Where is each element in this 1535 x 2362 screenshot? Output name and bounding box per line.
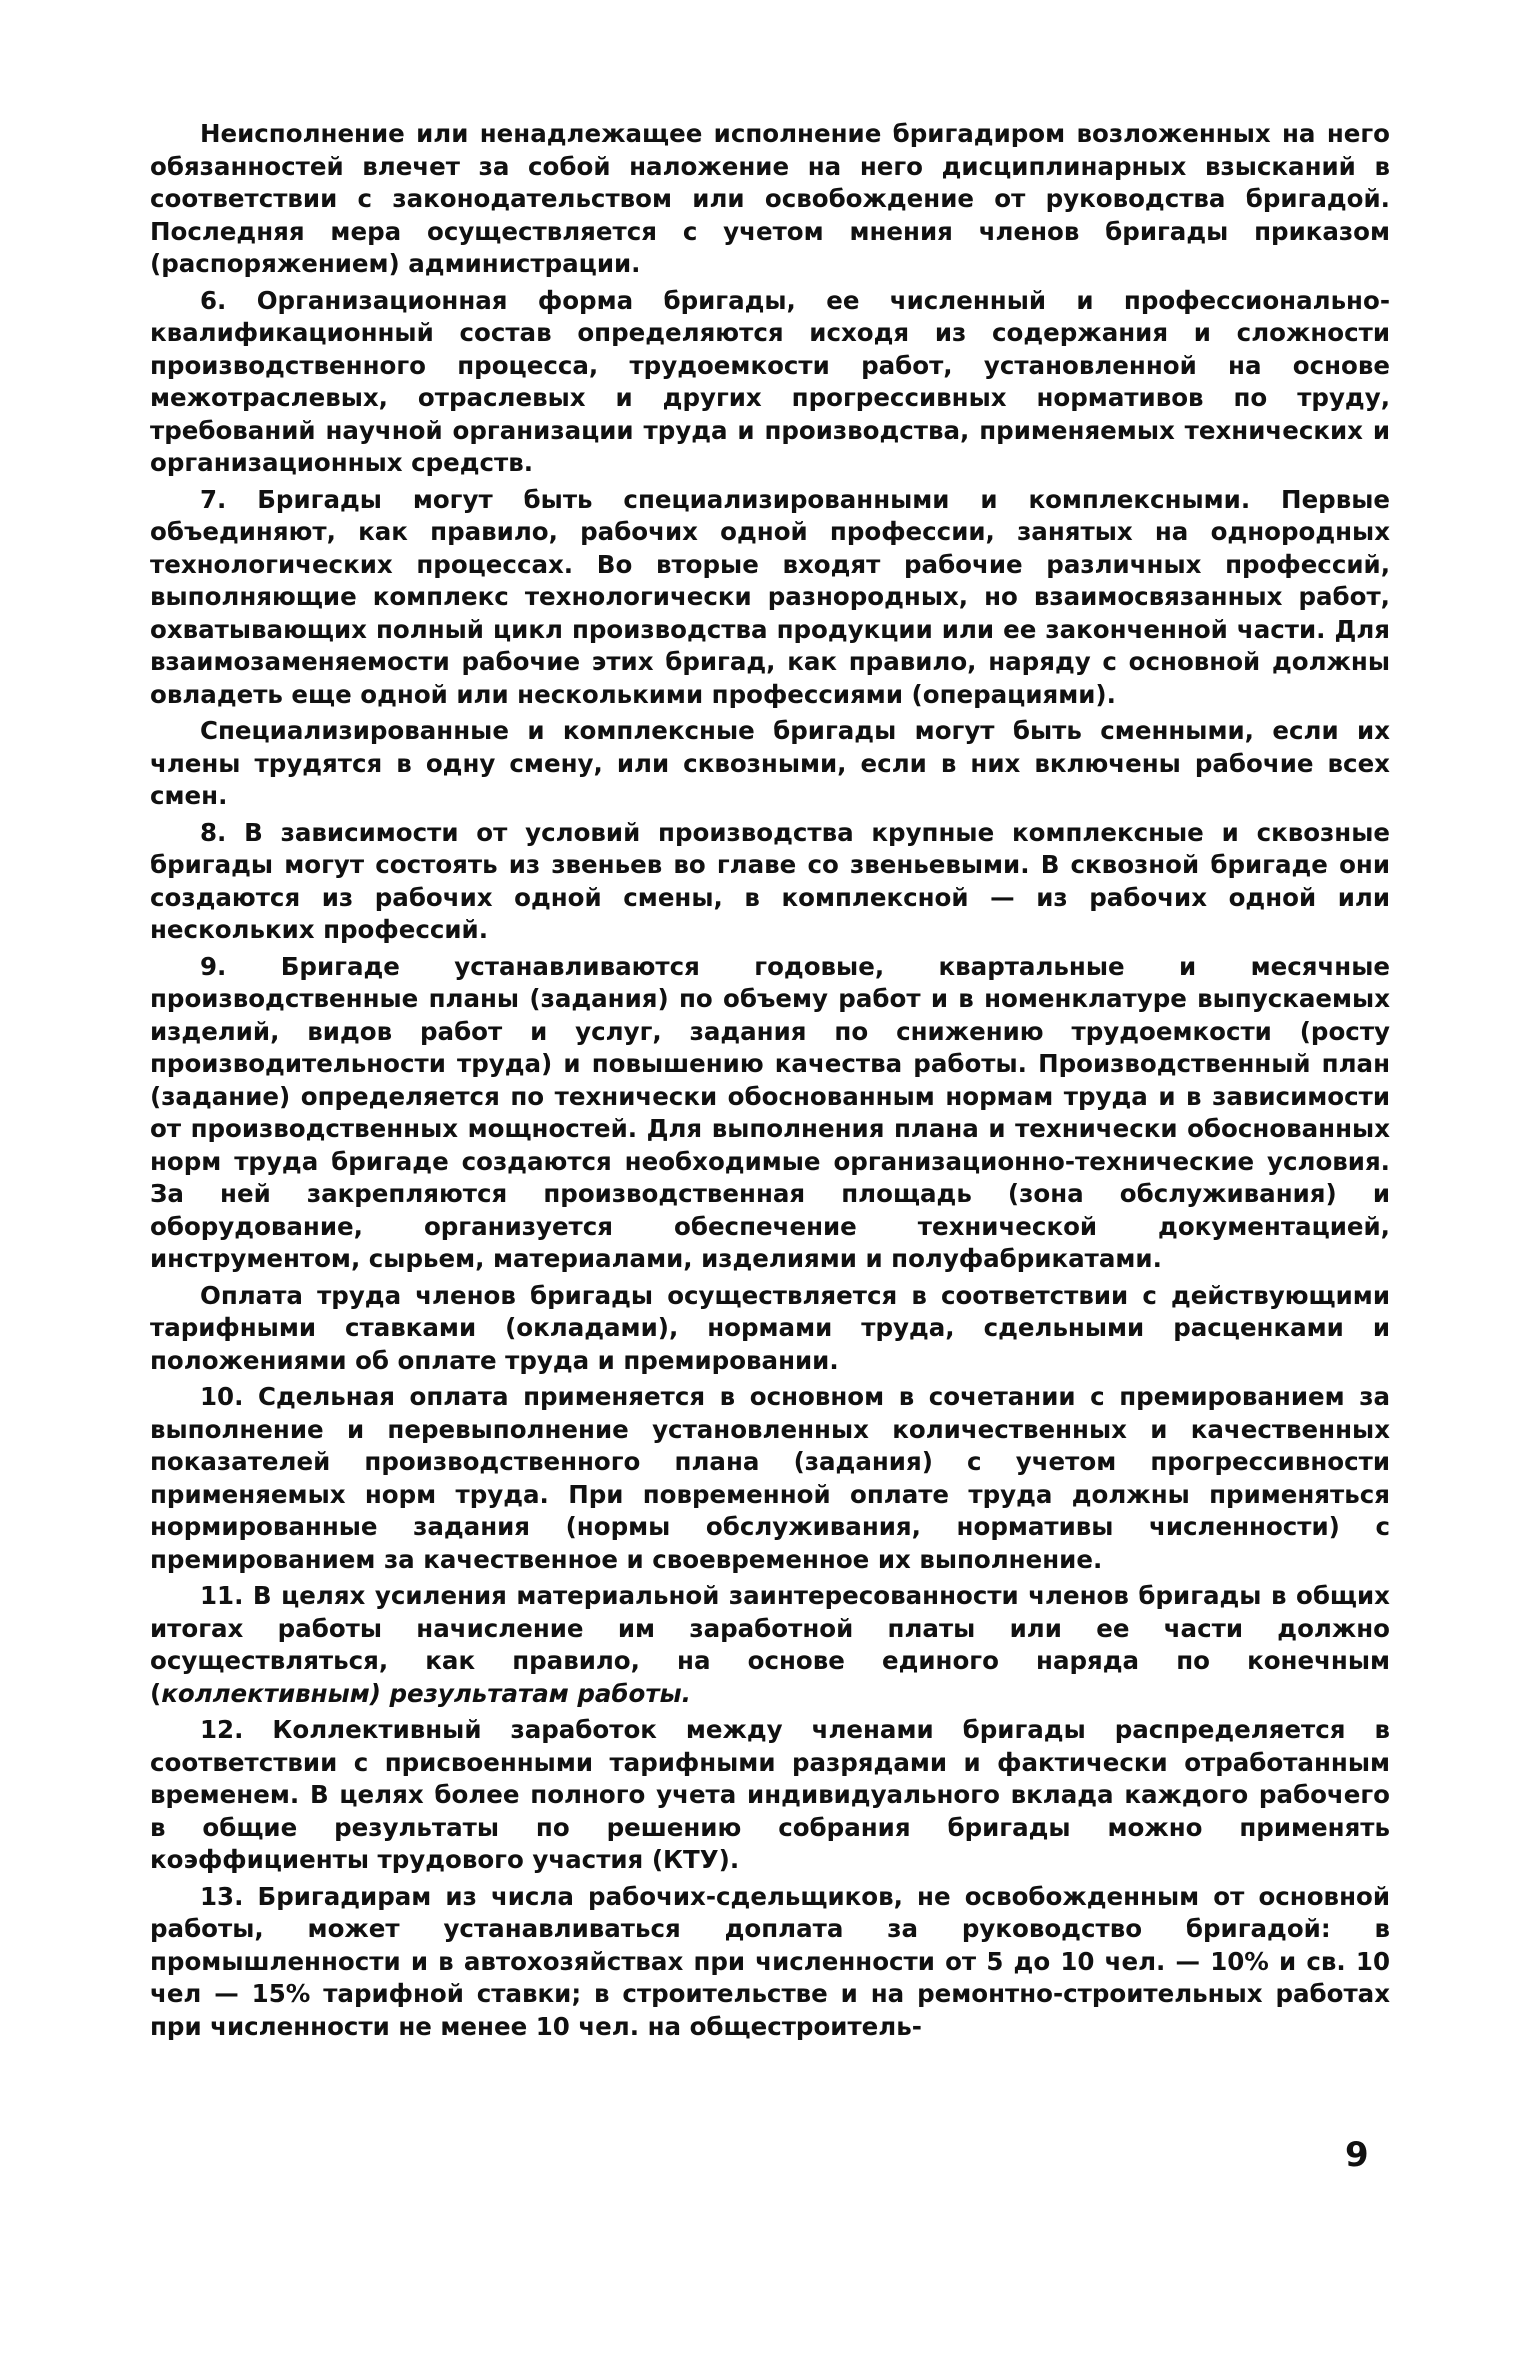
paragraph-10: 10. Сдельная оплата применяется в основном в сочетании с премированием за выполнение и перевыполнение установленных количественных и качественных показателей производственного плана (задания) с учетом прогрессивности применяемых норм труда. При повременной оплате труда должны применяться нормированные задания (нормы обслуживания, нормативы численности) с премированием за качественное и своевременное их выполнение. <box>150 1382 1390 1574</box>
paragraph-7-shift-brigades: Специализированные и комплексные бригады могут быть сменными, если их члены трудятся в одну смену, или сквозными, если в них включены рабочие всех смен. <box>150 716 1390 810</box>
page-number: 9 <box>1345 2135 1369 2175</box>
paragraph-11 <box>150 1580 1390 1710</box>
paragraph-8: 8. В зависимости от условий производства крупные комплексные и сквозные бригады могут состоять из звеньев во главе со звеньевыми. В сквозной бригаде они создаются из рабочих одной смены, в комплексной — из рабочих одной или нескольких профессий. <box>150 817 1390 944</box>
paragraph-11-italic: коллективным) результатам работы. <box>161 1678 691 1708</box>
paragraph-7: 7. Бригады могут быть специализированными и комплексными. Первые объединяют, как правило, рабочих одной профессии, занятых на однородных технологических процессах. Во вторые входят рабочие различных профессий, выполняющие комплекс технологически разнородных, но взаимосвязанных работ, охватывающих полный цикл производства продукции или ее законченной части. Для взаимозаменяемости рабочие этих бригад, как правило, наряду с основной должны овладеть еще одной или несколькими профессиями (операциями). <box>150 484 1390 709</box>
paragraph-12: 12. Коллективный заработок между членами бригады распределяется в соответствии с присвоенными тарифными разрядами и фактически отработанным временем. В целях более полного учета индивидуального вклада каждого рабочего в общие результаты по решению собрания бригады можно применять коэффициенты трудового участия (КТУ). <box>150 1715 1390 1874</box>
paragraph-11-text: 11. В целях усиления материальной заинтересованности членов бригады в общих итогах работы начисление им заработной платы или ее части должно осуществляться, как правило, на основе единого наряда по конечным ( <box>150 1581 1390 1708</box>
body-text <box>150 118 1390 2047</box>
paragraph-9: 9. Бригаде устанавливаются годовые, квартальные и месячные производственные планы (задания) по объему работ и в номенклатуре выпускаемых изделий, видов работ и услуг, задания по снижению трудоемкости (росту производительности труда) и повышению качества работы. Производственный план (задание) определяется по технически обоснованным нормам труда и в зависимости от производственных мощностей. Для выполнения плана и технически обоснованных норм труда бригаде создаются необходимые организационно-технические условия. За ней закрепляются производственная площадь (зона обслуживания) и оборудование, организуется обеспечение технической документацией, инструментом, сырьем, материалами, изделиями и полуфабрикатами. <box>150 951 1390 1273</box>
paragraph-13: 13. Бригадирам из числа рабочих-сдельщиков, не освобожденным от основной работы, может устанавливаться доплата за руководство бригадой: в промышленности и в автохозяйствах при численности от 5 до 10 чел. — 10% и св. 10 чел — 15% тарифной ставки; в строительстве и на ремонтно-строительных работах при численности не менее 10 чел. на общестроитель- <box>150 1881 1390 2041</box>
paragraph-9-wages: Оплата труда членов бригады осуществляется в соответствии с действующими тарифными ставками (окладами), нормами труда, сдельными расценками и положениями об оплате труда и премировании. <box>150 1280 1390 1375</box>
paragraph-6: 6. Организационная форма бригады, ее численный и профессионально-квалификационный состав определяются исходя из содержания и сложности производственного процесса, трудоемкости работ, установленной на основе межотраслевых, отраслевых и других прогрессивных нормативов по труду, требований научной организации труда и производства, применяемых технических и организационных средств. <box>150 285 1390 477</box>
paragraph-foreman-liability: Неисполнение или ненадлежащее исполнение бригадиром возложенных на него обязанностей влечет за собой наложение на него дисциплинарных взысканий в соответствии с законодательством или освобождение от руководства бригадой. Последняя мера осуществляется с учетом мнения членов бригады приказом (распоряжением) администрации. <box>150 119 1390 278</box>
